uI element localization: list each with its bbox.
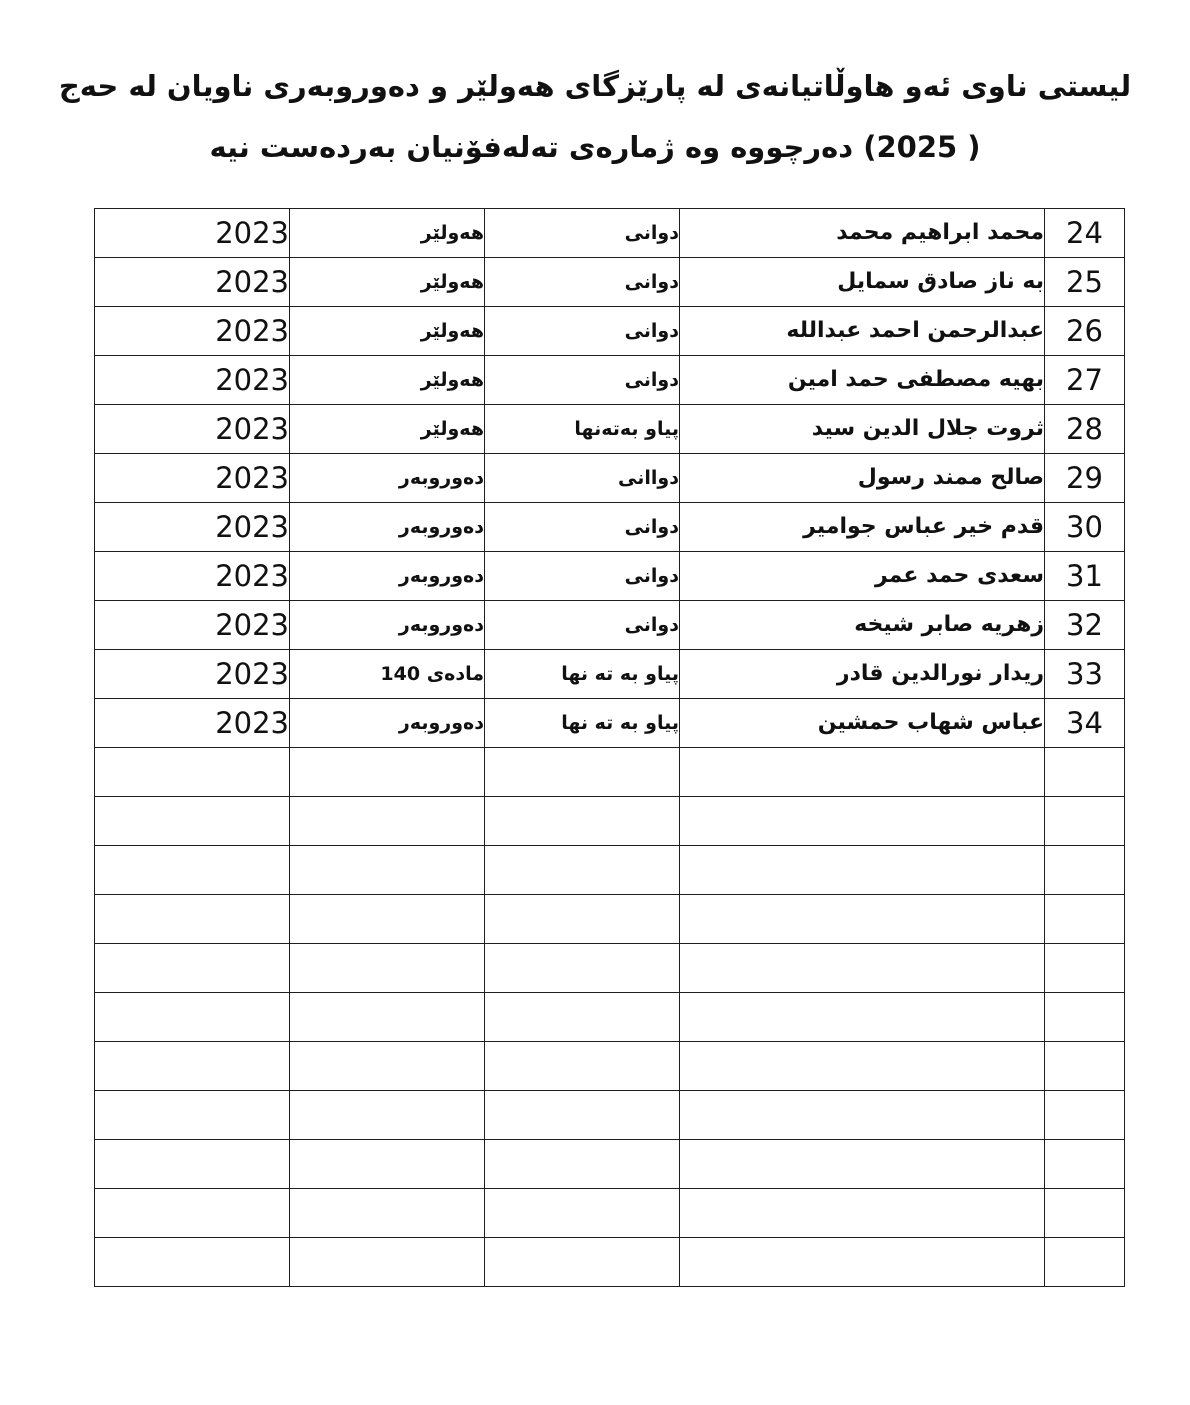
empty-cell	[95, 845, 290, 894]
empty-table-row	[95, 1041, 1125, 1090]
empty-cell	[290, 894, 485, 943]
row-number: 33	[1045, 649, 1125, 698]
empty-cell	[485, 992, 680, 1041]
empty-cell	[95, 1090, 290, 1139]
year-cell: 2023	[95, 208, 290, 257]
empty-cell	[485, 1139, 680, 1188]
city-cell: هەولێر	[290, 257, 485, 306]
empty-cell	[1045, 992, 1125, 1041]
empty-table-row	[95, 894, 1125, 943]
row-number: 29	[1045, 453, 1125, 502]
pilgrim-name: بهيه مصطفى حمد امين	[680, 355, 1045, 404]
category-cell: پیاو به ته نها	[485, 698, 680, 747]
row-number: 28	[1045, 404, 1125, 453]
empty-cell	[1045, 1090, 1125, 1139]
pilgrim-name: صالح ممند رسول	[680, 453, 1045, 502]
city-cell: دەوروبەر	[290, 600, 485, 649]
empty-table-row	[95, 845, 1125, 894]
table-row	[95, 502, 1125, 551]
empty-cell	[1045, 1139, 1125, 1188]
table-row	[95, 306, 1125, 355]
empty-table-row	[95, 1090, 1125, 1139]
empty-cell	[290, 992, 485, 1041]
table-row	[95, 649, 1125, 698]
empty-cell	[680, 1188, 1045, 1237]
table-row	[95, 208, 1125, 257]
category-cell: پیاو به ته نها	[485, 649, 680, 698]
empty-cell	[485, 796, 680, 845]
table-row	[95, 698, 1125, 747]
empty-cell	[1045, 1041, 1125, 1090]
city-cell: دەوروبەر	[290, 698, 485, 747]
empty-cell	[680, 1237, 1045, 1286]
empty-cell	[485, 894, 680, 943]
row-number: 26	[1045, 306, 1125, 355]
year-cell: 2023	[95, 355, 290, 404]
empty-cell	[95, 1041, 290, 1090]
table-row	[95, 453, 1125, 502]
year-cell: 2023	[95, 502, 290, 551]
table-row	[95, 355, 1125, 404]
category-cell: دوانی	[485, 355, 680, 404]
empty-table-row	[95, 1237, 1125, 1286]
empty-cell	[1045, 747, 1125, 796]
category-cell: دوانی	[485, 600, 680, 649]
empty-cell	[290, 796, 485, 845]
category-cell: پیاو بەتەنها	[485, 404, 680, 453]
empty-cell	[290, 1041, 485, 1090]
empty-table-row	[95, 1188, 1125, 1237]
empty-cell	[680, 992, 1045, 1041]
city-cell: هەولێر	[290, 208, 485, 257]
row-number: 31	[1045, 551, 1125, 600]
empty-cell	[680, 1041, 1045, 1090]
empty-cell	[485, 845, 680, 894]
title-line-1: لیستی ناوی ئەو هاوڵاتیانەی له پارێزگای هەولێر و دەوروبەری ناویان له حەج	[58, 69, 1132, 103]
document-title	[0, 56, 1190, 178]
pilgrim-name: به ناز صادق سمايل	[680, 257, 1045, 306]
city-cell: دەوروبەر	[290, 502, 485, 551]
empty-cell	[290, 1188, 485, 1237]
empty-cell	[1045, 894, 1125, 943]
category-cell: دواانی	[485, 453, 680, 502]
category-cell: دوانی	[485, 551, 680, 600]
empty-cell	[680, 1090, 1045, 1139]
empty-cell	[290, 1090, 485, 1139]
category-cell: دوانی	[485, 257, 680, 306]
pilgrim-name: زهريه صابر شيخه	[680, 600, 1045, 649]
empty-cell	[1045, 796, 1125, 845]
empty-cell	[485, 1188, 680, 1237]
city-cell: هەولێر	[290, 306, 485, 355]
empty-cell	[680, 845, 1045, 894]
pilgrim-name: سعدی حمد عمر	[680, 551, 1045, 600]
row-number: 30	[1045, 502, 1125, 551]
year-cell: 2023	[95, 306, 290, 355]
empty-table-row	[95, 943, 1125, 992]
table-row	[95, 404, 1125, 453]
city-cell: مادەی 140	[290, 649, 485, 698]
empty-cell	[680, 747, 1045, 796]
year-cell: 2023	[95, 649, 290, 698]
empty-cell	[95, 992, 290, 1041]
empty-cell	[290, 747, 485, 796]
table-row	[95, 551, 1125, 600]
category-cell: دوانی	[485, 208, 680, 257]
empty-cell	[485, 1090, 680, 1139]
city-cell: دەوروبەر	[290, 551, 485, 600]
table-row	[95, 257, 1125, 306]
pilgrim-name: عباس شهاب حمشين	[680, 698, 1045, 747]
empty-cell	[680, 943, 1045, 992]
city-cell: هەولێر	[290, 404, 485, 453]
empty-table-row	[95, 992, 1125, 1041]
empty-cell	[485, 1237, 680, 1286]
empty-cell	[680, 796, 1045, 845]
city-cell: دەوروبەر	[290, 453, 485, 502]
empty-cell	[290, 1139, 485, 1188]
pilgrims-table	[94, 208, 1125, 1287]
row-number: 34	[1045, 698, 1125, 747]
empty-cell	[95, 943, 290, 992]
empty-cell	[1045, 845, 1125, 894]
pilgrim-name: محمد ابراهيم محمد	[680, 208, 1045, 257]
empty-cell	[680, 1139, 1045, 1188]
empty-cell	[680, 894, 1045, 943]
empty-cell	[485, 747, 680, 796]
year-cell: 2023	[95, 698, 290, 747]
pilgrim-name: قدم خير عباس جوامير	[680, 502, 1045, 551]
empty-cell	[1045, 1237, 1125, 1286]
year-cell: 2023	[95, 453, 290, 502]
pilgrim-name: عبدالرحمن احمد عبدالله	[680, 306, 1045, 355]
empty-table-row	[95, 1139, 1125, 1188]
empty-cell	[95, 747, 290, 796]
empty-table-row	[95, 747, 1125, 796]
empty-cell	[290, 943, 485, 992]
empty-cell	[95, 796, 290, 845]
empty-cell	[95, 1139, 290, 1188]
empty-cell	[485, 943, 680, 992]
category-cell: دوانی	[485, 502, 680, 551]
table-row	[95, 600, 1125, 649]
empty-cell	[95, 1188, 290, 1237]
pilgrim-name: ريدار نورالدين قادر	[680, 649, 1045, 698]
empty-cell	[95, 894, 290, 943]
year-cell: 2023	[95, 600, 290, 649]
empty-cell	[290, 845, 485, 894]
year-cell: 2023	[95, 551, 290, 600]
pilgrim-name: ثروت جلال الدين سيد	[680, 404, 1045, 453]
row-number: 27	[1045, 355, 1125, 404]
empty-cell	[1045, 1188, 1125, 1237]
row-number: 24	[1045, 208, 1125, 257]
year-cell: 2023	[95, 257, 290, 306]
empty-cell	[290, 1237, 485, 1286]
empty-cell	[1045, 943, 1125, 992]
row-number: 32	[1045, 600, 1125, 649]
empty-cell	[95, 1237, 290, 1286]
title-line-2: ( 2025) دەرچووە وە ژمارەی تەلەفۆنیان بەردەست نیە	[209, 129, 981, 164]
empty-table-row	[95, 796, 1125, 845]
year-cell: 2023	[95, 404, 290, 453]
empty-cell	[485, 1041, 680, 1090]
category-cell: دوانی	[485, 306, 680, 355]
city-cell: هەولێر	[290, 355, 485, 404]
row-number: 25	[1045, 257, 1125, 306]
